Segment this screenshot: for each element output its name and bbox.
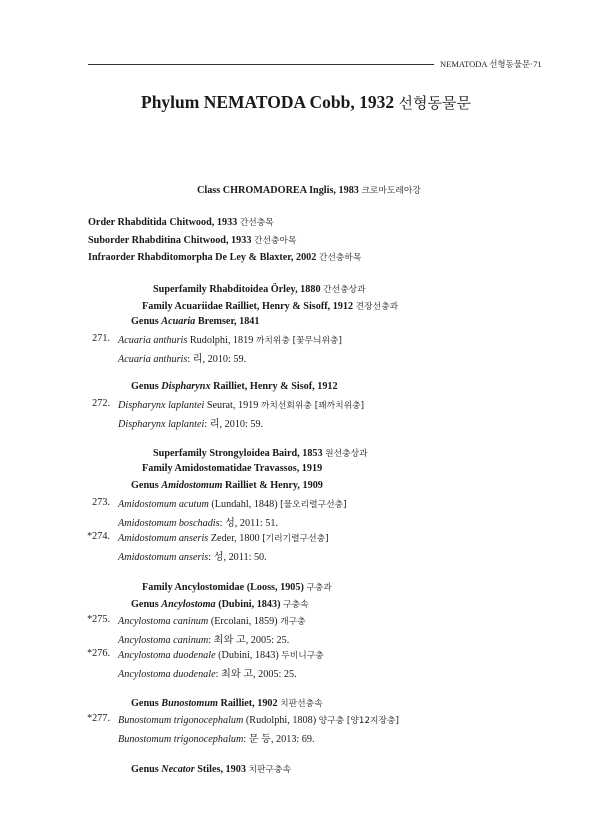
reference-citation: : 리, 2010: 59. — [204, 419, 264, 430]
infraorder-heading — [88, 250, 361, 263]
order-heading — [88, 215, 274, 228]
species-author: Rudolphi, 1819 — [189, 335, 254, 346]
species-name: Ancylostoma duodenale — [118, 650, 216, 661]
reference-name: Amidostomum boschadis — [118, 518, 220, 529]
reference-citation: : 리, 2010: 59. — [187, 354, 247, 365]
family-korean: 견장선충과 — [355, 302, 399, 312]
reference-275 — [118, 631, 289, 646]
order-latin: Order Rhabditida Chitwood, 1933 — [88, 217, 238, 228]
genus-author: Railliet, 1902 — [220, 698, 278, 709]
running-header-text: NEMATODA 선형동물문 — [440, 59, 531, 69]
page-number: 71 — [533, 59, 542, 69]
species-korean: 까치선회위충 [꽤까치위충] — [260, 401, 365, 411]
suborder-korean: 간선충아목 — [253, 236, 297, 246]
species-korean: 까치위충 [꽃무늬위충] — [255, 336, 342, 346]
species-name: Bunostomum trigonocephalum — [118, 715, 244, 726]
reference-name: Bunostomum trigonocephalum — [118, 734, 244, 745]
species-name: Acuaria anthuris — [118, 335, 188, 346]
reference-citation: : 성, 2011: 51. — [219, 518, 279, 529]
family-korean: 구충과 — [306, 583, 332, 593]
genus-name: Necator — [161, 764, 195, 775]
page-title — [0, 92, 612, 113]
genus-acuaria — [131, 316, 260, 327]
genus-label: Genus — [131, 316, 159, 327]
species-author: (Lundahl, 1848) — [211, 499, 278, 510]
header-rule — [88, 64, 434, 65]
genus-label: Genus — [131, 698, 159, 709]
reference-citation: : 문 등, 2013: 69. — [243, 734, 315, 745]
class-latin: Class CHROMADOREA Inglis, 1983 — [197, 185, 359, 196]
genus-korean: 치판구충속 — [248, 765, 291, 775]
genus-ancylostoma — [131, 597, 309, 610]
species-korean: [기러기렬구선충] — [262, 534, 329, 544]
running-header: NEMATODA 선형동물문·71 — [440, 59, 542, 69]
genus-name: Ancylostoma — [161, 599, 216, 610]
superfamily-latin: Superfamily Strongyloidea Baird, 1853 — [153, 448, 323, 459]
reference-276 — [118, 665, 297, 680]
species-name: Amidostomum anseris — [118, 533, 209, 544]
genus-necator — [131, 762, 291, 775]
family-latin: Family Acuariidae Railliet, Henry & Sisoff, 1912 — [142, 301, 354, 312]
family-latin: Family Amidostomatidae Travassos, 1919 — [142, 463, 323, 474]
reference-272 — [118, 415, 263, 430]
genus-amidostomum — [131, 480, 323, 491]
genus-author: Railliet, Henry & Sisof, 1912 — [213, 381, 338, 392]
species-name: Ancylostoma caninum — [118, 616, 209, 627]
superfamily-korean: 간선충상과 — [323, 285, 366, 295]
species-number: *275. — [87, 614, 110, 625]
species-name: Amidostomum acutum — [118, 499, 209, 510]
species-author: Seurat, 1919 — [206, 400, 259, 411]
superfamily-latin: Superfamily Rhabditoidea Örley, 1880 — [153, 284, 321, 295]
genus-name: Bunostomum — [161, 698, 218, 709]
genus-label: Genus — [131, 381, 159, 392]
species-number: *277. — [87, 713, 110, 724]
genus-bunostomum — [131, 696, 323, 709]
species-number: *274. — [87, 531, 110, 542]
species-korean: 두비니구충 — [281, 651, 324, 661]
genus-label: Genus — [131, 599, 159, 610]
genus-label: Genus — [131, 764, 159, 775]
reference-name: Ancylostoma caninum — [118, 635, 209, 646]
genus-author: Bremser, 1841 — [197, 316, 260, 327]
superfamily-strongyloidea — [153, 446, 368, 459]
reference-273 — [118, 514, 278, 529]
species-author: (Dubini, 1843) — [218, 650, 279, 661]
reference-277 — [118, 730, 315, 745]
order-korean: 간선충목 — [239, 218, 274, 228]
reference-name: Dispharynx laplantei — [118, 419, 205, 430]
species-korean: [물오리렬구선충] — [280, 500, 347, 510]
species-author: Zeder, 1800 — [210, 533, 260, 544]
species-number: *276. — [87, 648, 110, 659]
reference-citation: : 최와 고, 2005: 25. — [208, 635, 290, 646]
species-author: (Ercolani, 1859) — [210, 616, 278, 627]
genus-name: Amidostomum — [161, 480, 223, 491]
species-korean: 개구충 — [280, 617, 306, 627]
reference-citation: : 최와 고, 2005: 25. — [215, 669, 297, 680]
species-author: (Rudolphi, 1808) — [245, 715, 317, 726]
infraorder-korean: 간선충하목 — [318, 253, 362, 263]
family-latin: Family Ancylostomidae (Looss, 1905) — [142, 582, 304, 593]
genus-label: Genus — [131, 480, 159, 491]
family-ancylostomidae — [142, 580, 332, 593]
superfamily-korean: 원선충상과 — [325, 449, 368, 459]
genus-dispharynx — [131, 381, 338, 392]
species-korean: 양구충 [양12지장충] — [318, 716, 399, 726]
genus-korean: 구충속 — [283, 600, 309, 610]
family-acuariidae — [142, 299, 398, 312]
suborder-heading — [88, 233, 296, 246]
reference-name: Amidostomum anseris — [118, 552, 209, 563]
reference-name: Acuaria anthuris — [118, 354, 188, 365]
species-number: 272. — [92, 398, 110, 409]
title-latin: Phylum NEMATODA Cobb, 1932 — [141, 92, 395, 112]
class-heading — [197, 183, 421, 196]
reference-name: Ancylostoma duodenale — [118, 669, 216, 680]
reference-271 — [118, 350, 246, 365]
family-amidostomatidae — [142, 463, 322, 474]
superfamily-rhabditoidea — [153, 282, 366, 295]
reference-citation: : 성, 2011: 50. — [208, 552, 267, 563]
infraorder-latin: Infraorder Rhabditomorpha De Ley & Blaxter, 2002 — [88, 252, 317, 263]
genus-author: Stiles, 1903 — [197, 764, 246, 775]
class-korean: 크로마도레아강 — [361, 186, 421, 196]
reference-274 — [118, 548, 267, 563]
species-number: 273. — [92, 497, 110, 508]
genus-name: Dispharynx — [161, 381, 211, 392]
species-number: 271. — [92, 333, 110, 344]
genus-author: (Dubini, 1843) — [218, 599, 281, 610]
suborder-latin: Suborder Rhabditina Chitwood, 1933 — [88, 235, 252, 246]
genus-author: Railliet & Henry, 1909 — [224, 480, 323, 491]
title-korean: 선형동물문 — [398, 94, 471, 112]
genus-name: Acuaria — [161, 316, 196, 327]
species-name: Dispharynx laplantei — [118, 400, 205, 411]
genus-korean: 치판선충속 — [280, 699, 323, 709]
